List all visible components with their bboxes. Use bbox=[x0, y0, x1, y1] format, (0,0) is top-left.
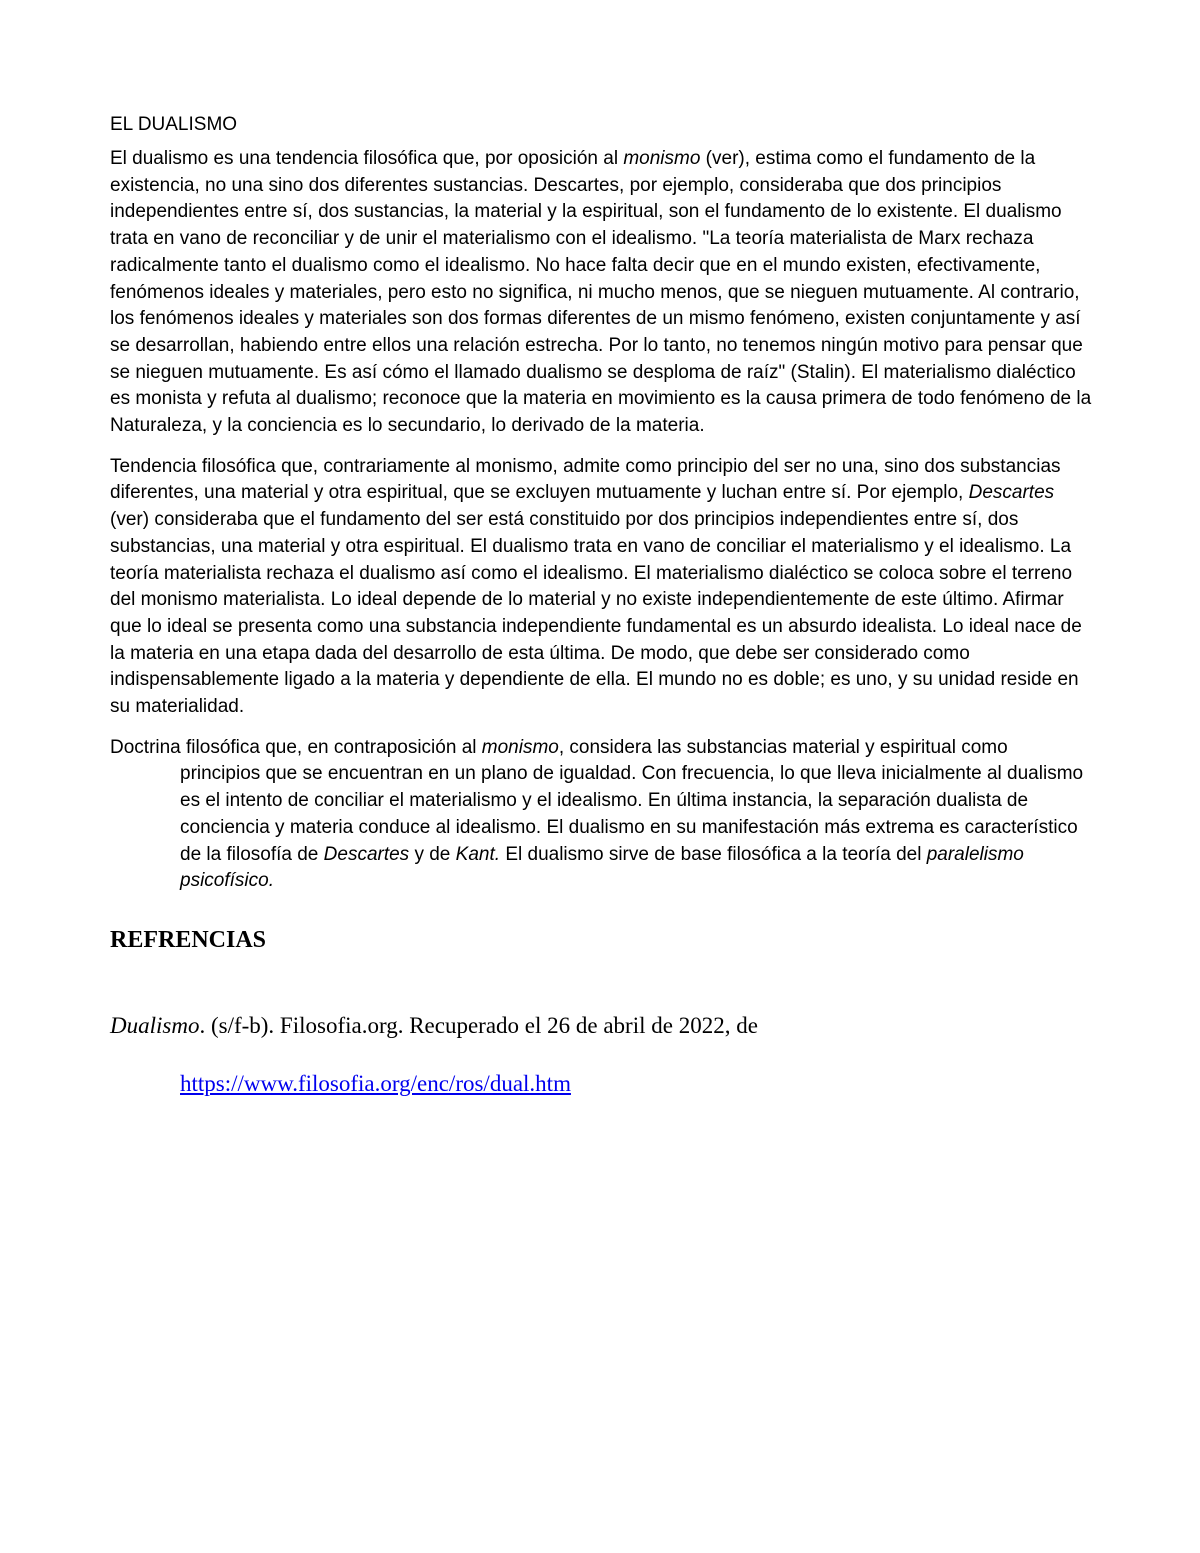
paragraph-2 bbox=[110, 454, 1092, 721]
document-title: EL DUALISMO bbox=[110, 114, 238, 135]
reference-url-line bbox=[180, 1069, 1092, 1099]
paragraph-3-text-a: Doctrina filosófica que, en contraposición al bbox=[110, 736, 482, 758]
paragraph-1 bbox=[110, 146, 1092, 440]
paragraph-1-text-b: (ver), estima como el fundamento de la existencia, no una sino dos diferentes sustancias. Descartes, por ejemplo, consideraba que dos principios independientes entre sí, dos sustancias, la material y la espiritual, son el fundamento de lo existente. El dualismo trata en vano de reconciliar y de unir el materialismo con el idealismo. "La teoría materialista de Marx rechaza radicalmente tanto el dualismo como el idealismo. No hace falta decir que en el mundo existen, efectivamente, fenómenos ideales y materiales, pero esto no significa, ni mucho menos, que se nieguen mutuamente. Al contrario, los fenómenos ideales y materiales son dos formas diferentes de un mismo fenómeno, existen conjuntamente y así se desarrollan, habiendo entre ellos una relación estrecha. Por lo tanto, no tenemos ningún motivo para pensar que se nieguen mutuamente. Es así cómo el llamado dualismo se desploma de raíz" (Stalin). El materialismo dialéctico es monista y refuta al dualismo; reconoce que la materia en movimiento es la causa primera de todo fenómeno de la Naturaleza, y la conciencia es lo secundario, lo derivado de la materia. bbox=[110, 148, 1092, 437]
paragraph-3-italic-descartes: Descartes bbox=[323, 843, 410, 865]
paragraph-3-italic-kant: Kant. bbox=[455, 843, 501, 865]
paragraph-3-italic-monismo: monismo bbox=[481, 736, 559, 758]
paragraph-2-italic-descartes: Descartes bbox=[968, 482, 1055, 504]
paragraph-1-text-a: El dualismo es una tendencia filosófica que, por oposición al bbox=[110, 148, 624, 169]
document-page bbox=[110, 112, 1092, 1099]
reference-text: . (s/f-b). Filosofia.org. Recuperado el 26 de abril de 2022, de bbox=[199, 1012, 758, 1038]
reference-entry bbox=[110, 1011, 1092, 1041]
paragraph-3 bbox=[110, 735, 1092, 895]
paragraph-3-italic-paralelismo: paralelismo psicofísico. bbox=[180, 843, 1024, 892]
reference-italic-title: Dualismo bbox=[110, 1012, 200, 1038]
paragraph-2-text-a: Tendencia filosófica que, contrariamente al monismo, admite como principio del ser no una, sino dos substancias diferentes, una material y otra espiritual, que se excluyen mutuamente y luchan entre sí. Por ejemplo, bbox=[110, 455, 1061, 504]
paragraph-3-text-c: y de bbox=[409, 843, 456, 865]
paragraph-2-text-b: (ver) consideraba que el fundamento del ser está constituido por dos principios independientes entre sí, dos substancias, una material y otra espiritual. El dualismo trata en vano de conciliar el materialismo y el idealismo. La teoría materialista rechaza el dualismo así como el idealismo. El materialismo dialéctico se coloca sobre el terreno del monismo materialista. Lo ideal depende de lo material y no existe independientemente de este último. Afirmar que lo ideal se presenta como una substancia independiente fundamental es un absurdo idealista. Lo ideal nace de la materia en una etapa dada del desarrollo de esta última. De modo, que debe ser considerado como indispensablemente ligado a la materia y dependiente de ella. El mundo no es doble; es uno, y su unidad reside en su materialidad. bbox=[110, 509, 1082, 718]
paragraph-1-italic-monismo: monismo bbox=[623, 148, 701, 169]
references-heading: REFRENCIAS bbox=[110, 926, 267, 953]
paragraph-3-text-b: , considera las substancias material y espiritual como principios que se encuentran en un plano de igualdad. Con frecuencia, lo que lleva inicialmente al dualismo es el intento de conciliar el materialismo y el idealismo. En última instancia, la separación dualista de conciencia y materia conduce al idealismo. El dualismo en su manifestación más extrema es característico de la filosofía de bbox=[180, 736, 1084, 865]
paragraph-3-text-d: El dualismo sirve de base filosófica a la teoría del bbox=[500, 843, 927, 865]
reference-link[interactable]: https://www.filosofia.org/enc/ros/dual.htm bbox=[180, 1070, 571, 1096]
